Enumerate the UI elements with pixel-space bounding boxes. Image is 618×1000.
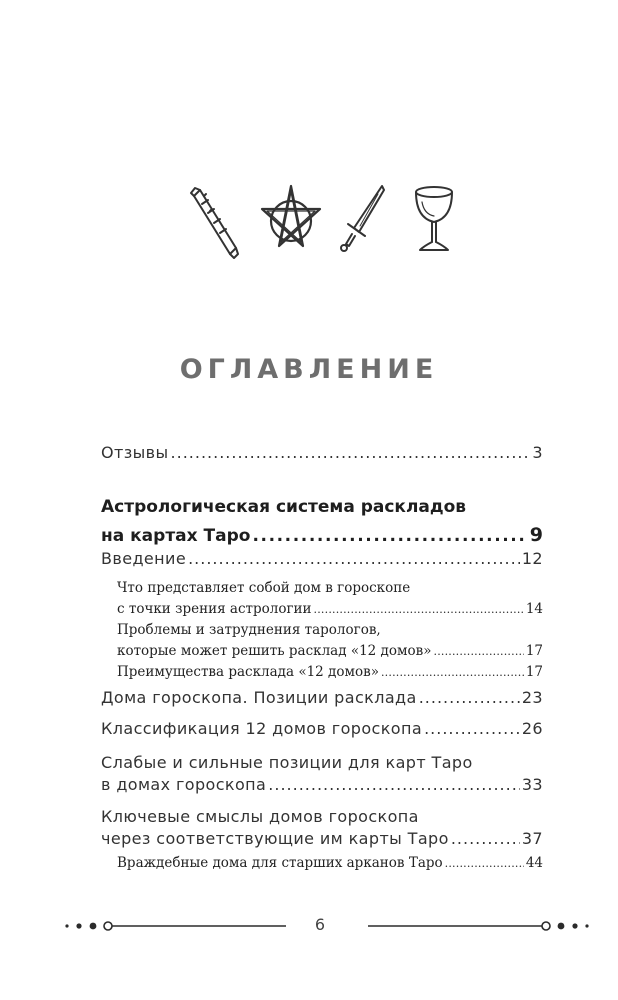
dot-leader	[419, 688, 520, 707]
toc-entry-title: Введение	[101, 549, 187, 568]
toc-entry-title-line: с точки зрения астрологии	[117, 601, 312, 617]
toc-entry-title-line: в домах гороскопа	[101, 775, 267, 794]
toc-page-number: 33	[521, 775, 543, 794]
toc-page-number: 14	[525, 601, 543, 617]
dot-leader	[171, 443, 531, 462]
dot-leader	[424, 719, 520, 738]
footer-ornament-right	[366, 917, 592, 935]
toc-subentry-hostile-houses[interactable]	[101, 853, 543, 874]
toc-page-number: 23	[521, 688, 543, 707]
page-title: ОГЛАВЛЕНИЕ	[179, 354, 439, 385]
toc-entry-reviews[interactable]	[101, 443, 543, 462]
dot-leader	[314, 599, 524, 620]
toc-entry-title-line: на картах Таро	[101, 526, 251, 546]
toc-entry-weak-strong[interactable]	[101, 752, 543, 796]
footer-ornament-left	[62, 917, 288, 935]
toc-entry-title: Враждебные дома для старших арканов Таро	[117, 855, 443, 871]
toc-entry-title-line: Что представляет собой дом в гороскопе	[117, 580, 411, 596]
toc-page-number: 17	[525, 664, 543, 680]
page-footer	[0, 911, 618, 941]
toc-entry-title: Отзывы	[101, 443, 169, 462]
toc-page-number: 17	[525, 643, 543, 659]
toc-entry-houses-positions[interactable]	[101, 688, 543, 707]
toc-entry-title: Преимущества расклада «12 домов»	[117, 664, 379, 680]
toc-subentry-house-meaning[interactable]	[101, 578, 543, 620]
dot-leader	[268, 774, 520, 796]
toc-entry-title-line: Астрологическая система раскладов	[101, 497, 467, 517]
toc-page-number: 26	[521, 719, 543, 738]
toc-page-number: 12	[521, 549, 543, 568]
toc-entry-part-one[interactable]	[101, 493, 543, 550]
dot-leader	[381, 662, 524, 683]
toc-page-number: 3	[532, 443, 543, 462]
dot-leader	[252, 522, 527, 550]
page-number: 6	[314, 915, 326, 934]
toc-entry-introduction[interactable]	[101, 549, 543, 568]
toc-entry-title-line: Проблемы и затруднения тарологов,	[117, 622, 381, 638]
toc-subentry-problems[interactable]	[101, 620, 543, 662]
toc-entry-title-line: через соответствующие им карты Таро	[101, 829, 449, 848]
sword-icon	[334, 182, 388, 260]
toc-subentry-advantages[interactable]	[101, 662, 543, 683]
toc-entry-classification[interactable]	[101, 719, 543, 738]
toc-page-number: 44	[525, 855, 543, 871]
toc-entry-title-line: которые может решить расклад «12 домов»	[117, 643, 432, 659]
toc-entry-key-meanings[interactable]	[101, 806, 543, 850]
toc-entry-title-line: Ключевые смыслы домов гороскопа	[101, 807, 419, 826]
toc-page-number: 37	[521, 829, 543, 848]
pentacle-icon	[258, 182, 324, 254]
toc-entry-title: Классификация 12 домов гороскопа	[101, 719, 423, 738]
wand-icon	[186, 182, 242, 260]
dot-leader	[434, 641, 524, 662]
toc-page-number: 9	[529, 524, 543, 546]
toc-entry-title: Дома гороскопа. Позиции расклада	[101, 688, 417, 707]
cup-icon	[412, 182, 456, 256]
dot-leader	[445, 853, 524, 874]
toc-entry-title-line: Слабые и сильные позиции для карт Таро	[101, 753, 473, 772]
dot-leader	[451, 828, 520, 850]
suit-icons-row	[0, 182, 618, 262]
dot-leader	[188, 549, 520, 568]
